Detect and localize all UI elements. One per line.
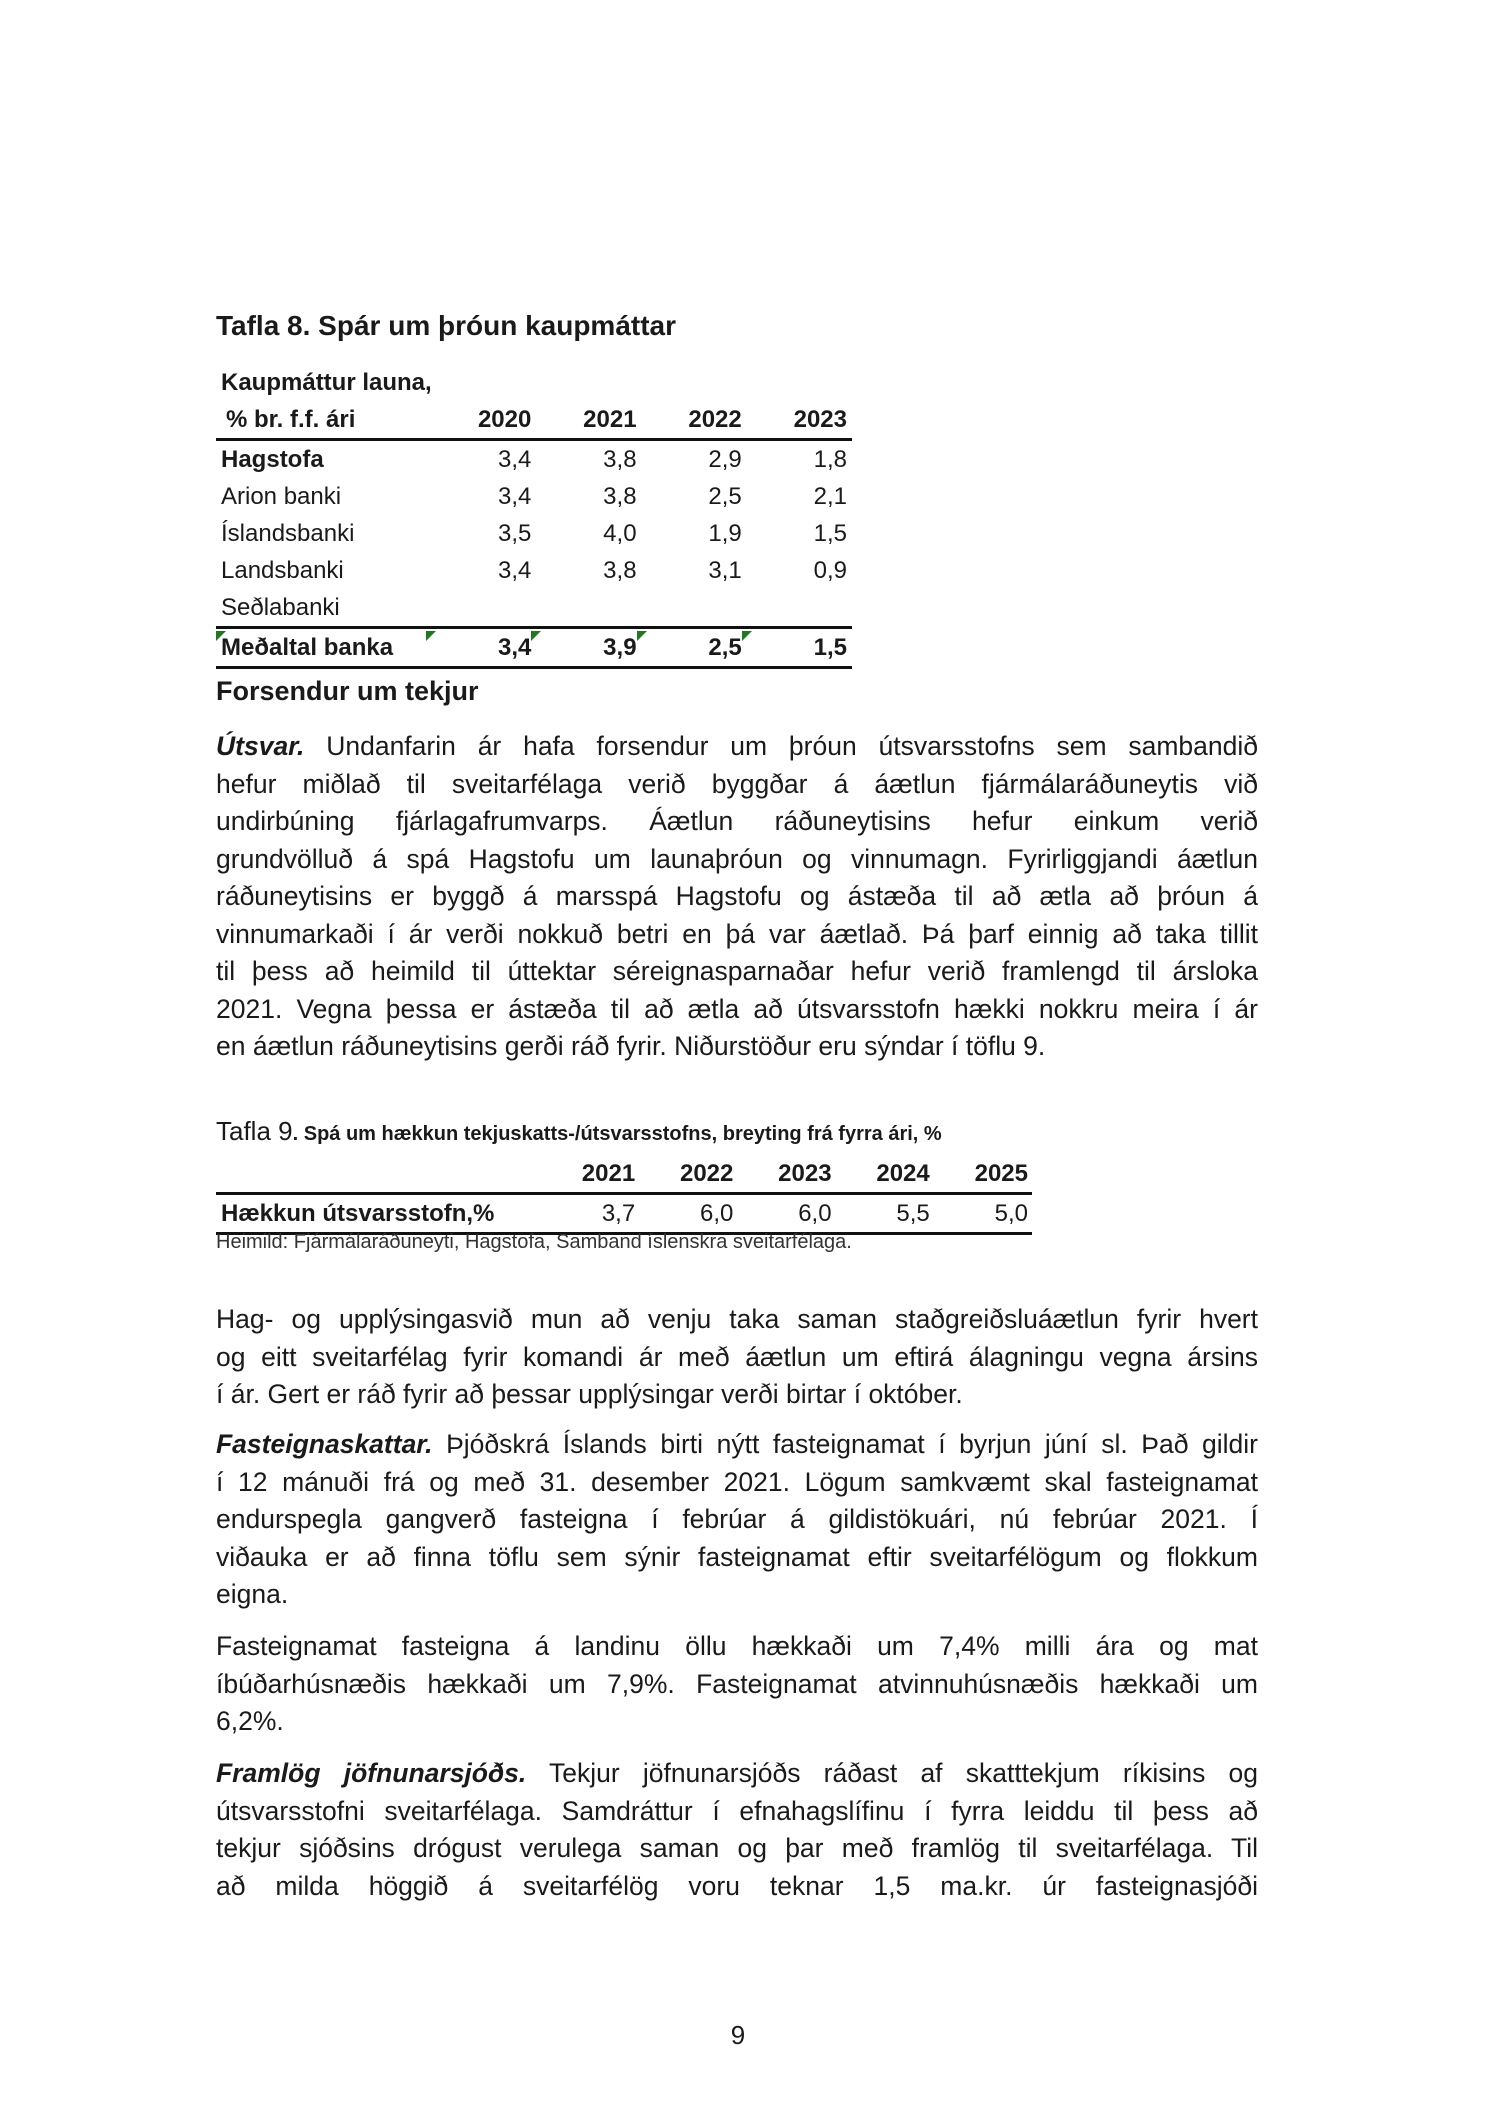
table9-title: Tafla 9. Spá um hækkun tekjuskatts-/útsvarsstofns, breyting frá fyrra ári, % bbox=[216, 1116, 942, 1146]
table-row bbox=[216, 589, 852, 628]
text-line: endurspegla gangverð fasteigna í febrúar á gildistökuári, nú febrúar 2021. Í bbox=[216, 1504, 1258, 1534]
cell: 1,5 bbox=[813, 520, 847, 547]
row-label: Meðaltal banka bbox=[216, 628, 426, 668]
text-line: viðauka er að finna töflu sem sýnir fasteignamat eftir sveitarfélögum og flokkum bbox=[216, 1541, 1258, 1572]
text-line: vinnumarkaði í ár verði nokkuð betri en þá var áætlað. Þá þarf einnig að taka tillit bbox=[216, 918, 1258, 949]
row-label: Arion banki bbox=[221, 483, 342, 510]
year-header: 2020 bbox=[477, 406, 532, 433]
table9-source: Heimild: Fjármálaráðuneyti, Hagstofa, Samband íslenskra sveitarfélaga. bbox=[216, 1231, 852, 1253]
cell bbox=[426, 589, 531, 628]
cell: 1,9 bbox=[708, 520, 742, 547]
cell: 3,4 bbox=[497, 483, 532, 510]
cell: 2,5 bbox=[637, 628, 742, 668]
cell: 0,9 bbox=[813, 557, 847, 584]
text-line: útsvarsstofni sveitarfélaga. Samdráttur í efnahagslífinu í fyrra leiddu til þess að bbox=[216, 1795, 1258, 1826]
text-line: Útsvar. Undanfarin ár hafa forsendur um þróun útsvarsstofns sem sambandið bbox=[216, 731, 1258, 761]
table-row bbox=[216, 478, 852, 515]
text-line: tekjur sjóðsins drógust verulega saman og þar með framlög til sveitarfélaga. Til bbox=[216, 1833, 1258, 1863]
cell: 3,4 bbox=[426, 628, 531, 668]
text-line: 2021. Vegna þessa er ástæða til að ætla að útsvarsstofn hækki nokkru meira í ár bbox=[216, 993, 1258, 1024]
table8 bbox=[216, 364, 852, 669]
cell bbox=[531, 589, 636, 628]
table8-header-line2: % br. f.f. ári bbox=[226, 406, 356, 433]
cell: 3,8 bbox=[603, 483, 637, 510]
year-header: 2023 bbox=[793, 406, 847, 433]
cell: 2,1 bbox=[813, 483, 847, 510]
cell: 3,9 bbox=[531, 628, 636, 668]
text-line: til þess að heimild til úttektar séreignasparnaðar hefur verið framlengd til ársloka bbox=[216, 956, 1258, 986]
cell: 1,8 bbox=[813, 446, 847, 473]
year-header: 2024 bbox=[876, 1160, 930, 1187]
paragraph-utsvar bbox=[216, 728, 1258, 1066]
text-line: Fasteignamat fasteigna á landinu öllu hækkaði um 7,4% milli ára og mat bbox=[216, 1631, 1258, 1661]
text-line: Fasteignaskattar. Þjóðskrá Íslands birti nýtt fasteignamat í byrjun júní sl. Það gildir bbox=[216, 1429, 1258, 1459]
paragraph-hag bbox=[216, 1301, 1258, 1414]
year-header: 2021 bbox=[581, 1160, 636, 1187]
cell: 3,8 bbox=[603, 446, 637, 473]
table8-header-line1: Kaupmáttur launa, bbox=[221, 369, 432, 396]
cell: 3,7 bbox=[601, 1200, 636, 1227]
year-header: 2025 bbox=[974, 1160, 1028, 1187]
text-line: en áætlun ráðuneytisins gerði ráð fyrir. Niðurstöður eru sýndar í töflu 9. bbox=[216, 1031, 1046, 1061]
year-header: 2023 bbox=[778, 1160, 832, 1187]
text-line: Framlög jöfnunarsjóðs. Tekjur jöfnunarsjóðs ráðast af skatttekjum ríkisins og bbox=[216, 1758, 1258, 1788]
row-label: Landsbanki bbox=[221, 557, 344, 584]
text-line: í ár. Gert er ráð fyrir að þessar upplýsingar verði birtar í október. bbox=[216, 1379, 963, 1409]
paragraph-fasteignaskattar bbox=[216, 1426, 1258, 1614]
table8-title: Tafla 8. Spár um þróun kaupmáttar bbox=[216, 310, 677, 341]
corner bbox=[216, 1155, 537, 1194]
cell: 3,4 bbox=[497, 557, 532, 584]
table-total-row bbox=[216, 628, 852, 668]
table-row bbox=[216, 515, 852, 552]
cell bbox=[742, 589, 852, 628]
text-line: 6,2%. bbox=[216, 1706, 284, 1736]
section-heading: Forsendur um tekjur bbox=[216, 676, 479, 706]
cell: 6,0 bbox=[700, 1200, 734, 1227]
text-line: Hag- og upplýsingasvið mun að venju taka saman staðgreiðsluáætlun fyrir hvert bbox=[216, 1304, 1258, 1334]
paragraph-framlog bbox=[216, 1755, 1258, 1905]
year-header: 2022 bbox=[688, 406, 742, 433]
row-label: Hækkun útsvarsstofn,% bbox=[221, 1200, 495, 1227]
cell: 3,5 bbox=[497, 520, 532, 547]
text-line: og eitt sveitarfélag fyrir komandi ár með áætlun um eftirá álagningu vegna ársins bbox=[216, 1341, 1258, 1372]
text-line: undirbúning fjárlagafrumvarps. Áætlun ráðuneytisins hefur einkum verið bbox=[216, 806, 1258, 836]
cell: 5,5 bbox=[896, 1200, 930, 1227]
table9 bbox=[216, 1155, 1032, 1235]
table-row bbox=[216, 440, 852, 479]
cell: 2,9 bbox=[708, 446, 742, 473]
cell: 3,8 bbox=[603, 557, 637, 584]
row-label: Íslandsbanki bbox=[221, 520, 355, 547]
table-row bbox=[216, 552, 852, 589]
text-line: að milda höggið á sveitarfélög voru teknar 1,5 ma.kr. úr fasteignasjóði bbox=[216, 1870, 1258, 1901]
page-number: 9 bbox=[730, 2020, 746, 2050]
cell: 4,0 bbox=[603, 520, 637, 547]
year-header: 2021 bbox=[583, 406, 637, 433]
text-line: grundvölluð á spá Hagstofu um launaþróun og vinnumagn. Fyrirliggjandi áætlun bbox=[216, 843, 1258, 874]
text-line: ráðuneytisins er byggð á marsspá Hagstofu og ástæða til að ætla að þróun á bbox=[216, 881, 1258, 911]
row-label: Hagstofa bbox=[221, 446, 324, 473]
year-header: 2022 bbox=[679, 1160, 734, 1187]
text-line: eigna. bbox=[216, 1579, 289, 1609]
row-label: Seðlabanki bbox=[221, 594, 340, 621]
text-line: hefur miðlað til sveitarfélaga verið byggðar á áætlun fjármálaráðuneytis við bbox=[216, 768, 1258, 799]
cell: 3,1 bbox=[708, 557, 742, 584]
paragraph-fasteignamat bbox=[216, 1628, 1258, 1741]
cell: 6,0 bbox=[798, 1200, 832, 1227]
cell: 5,0 bbox=[994, 1200, 1028, 1227]
text-line: í 12 mánuði frá og með 31. desember 2021. Lögum samkvæmt skal fasteignamat bbox=[216, 1466, 1258, 1497]
cell: 1,5 bbox=[742, 628, 852, 668]
table-row bbox=[216, 1194, 1032, 1234]
cell: 3,4 bbox=[497, 446, 532, 473]
cell bbox=[637, 589, 742, 628]
cell: 2,5 bbox=[708, 483, 742, 510]
text-line: íbúðarhúsnæðis hækkaði um 7,9%. Fasteignamat atvinnuhúsnæðis hækkaði um bbox=[216, 1668, 1258, 1699]
